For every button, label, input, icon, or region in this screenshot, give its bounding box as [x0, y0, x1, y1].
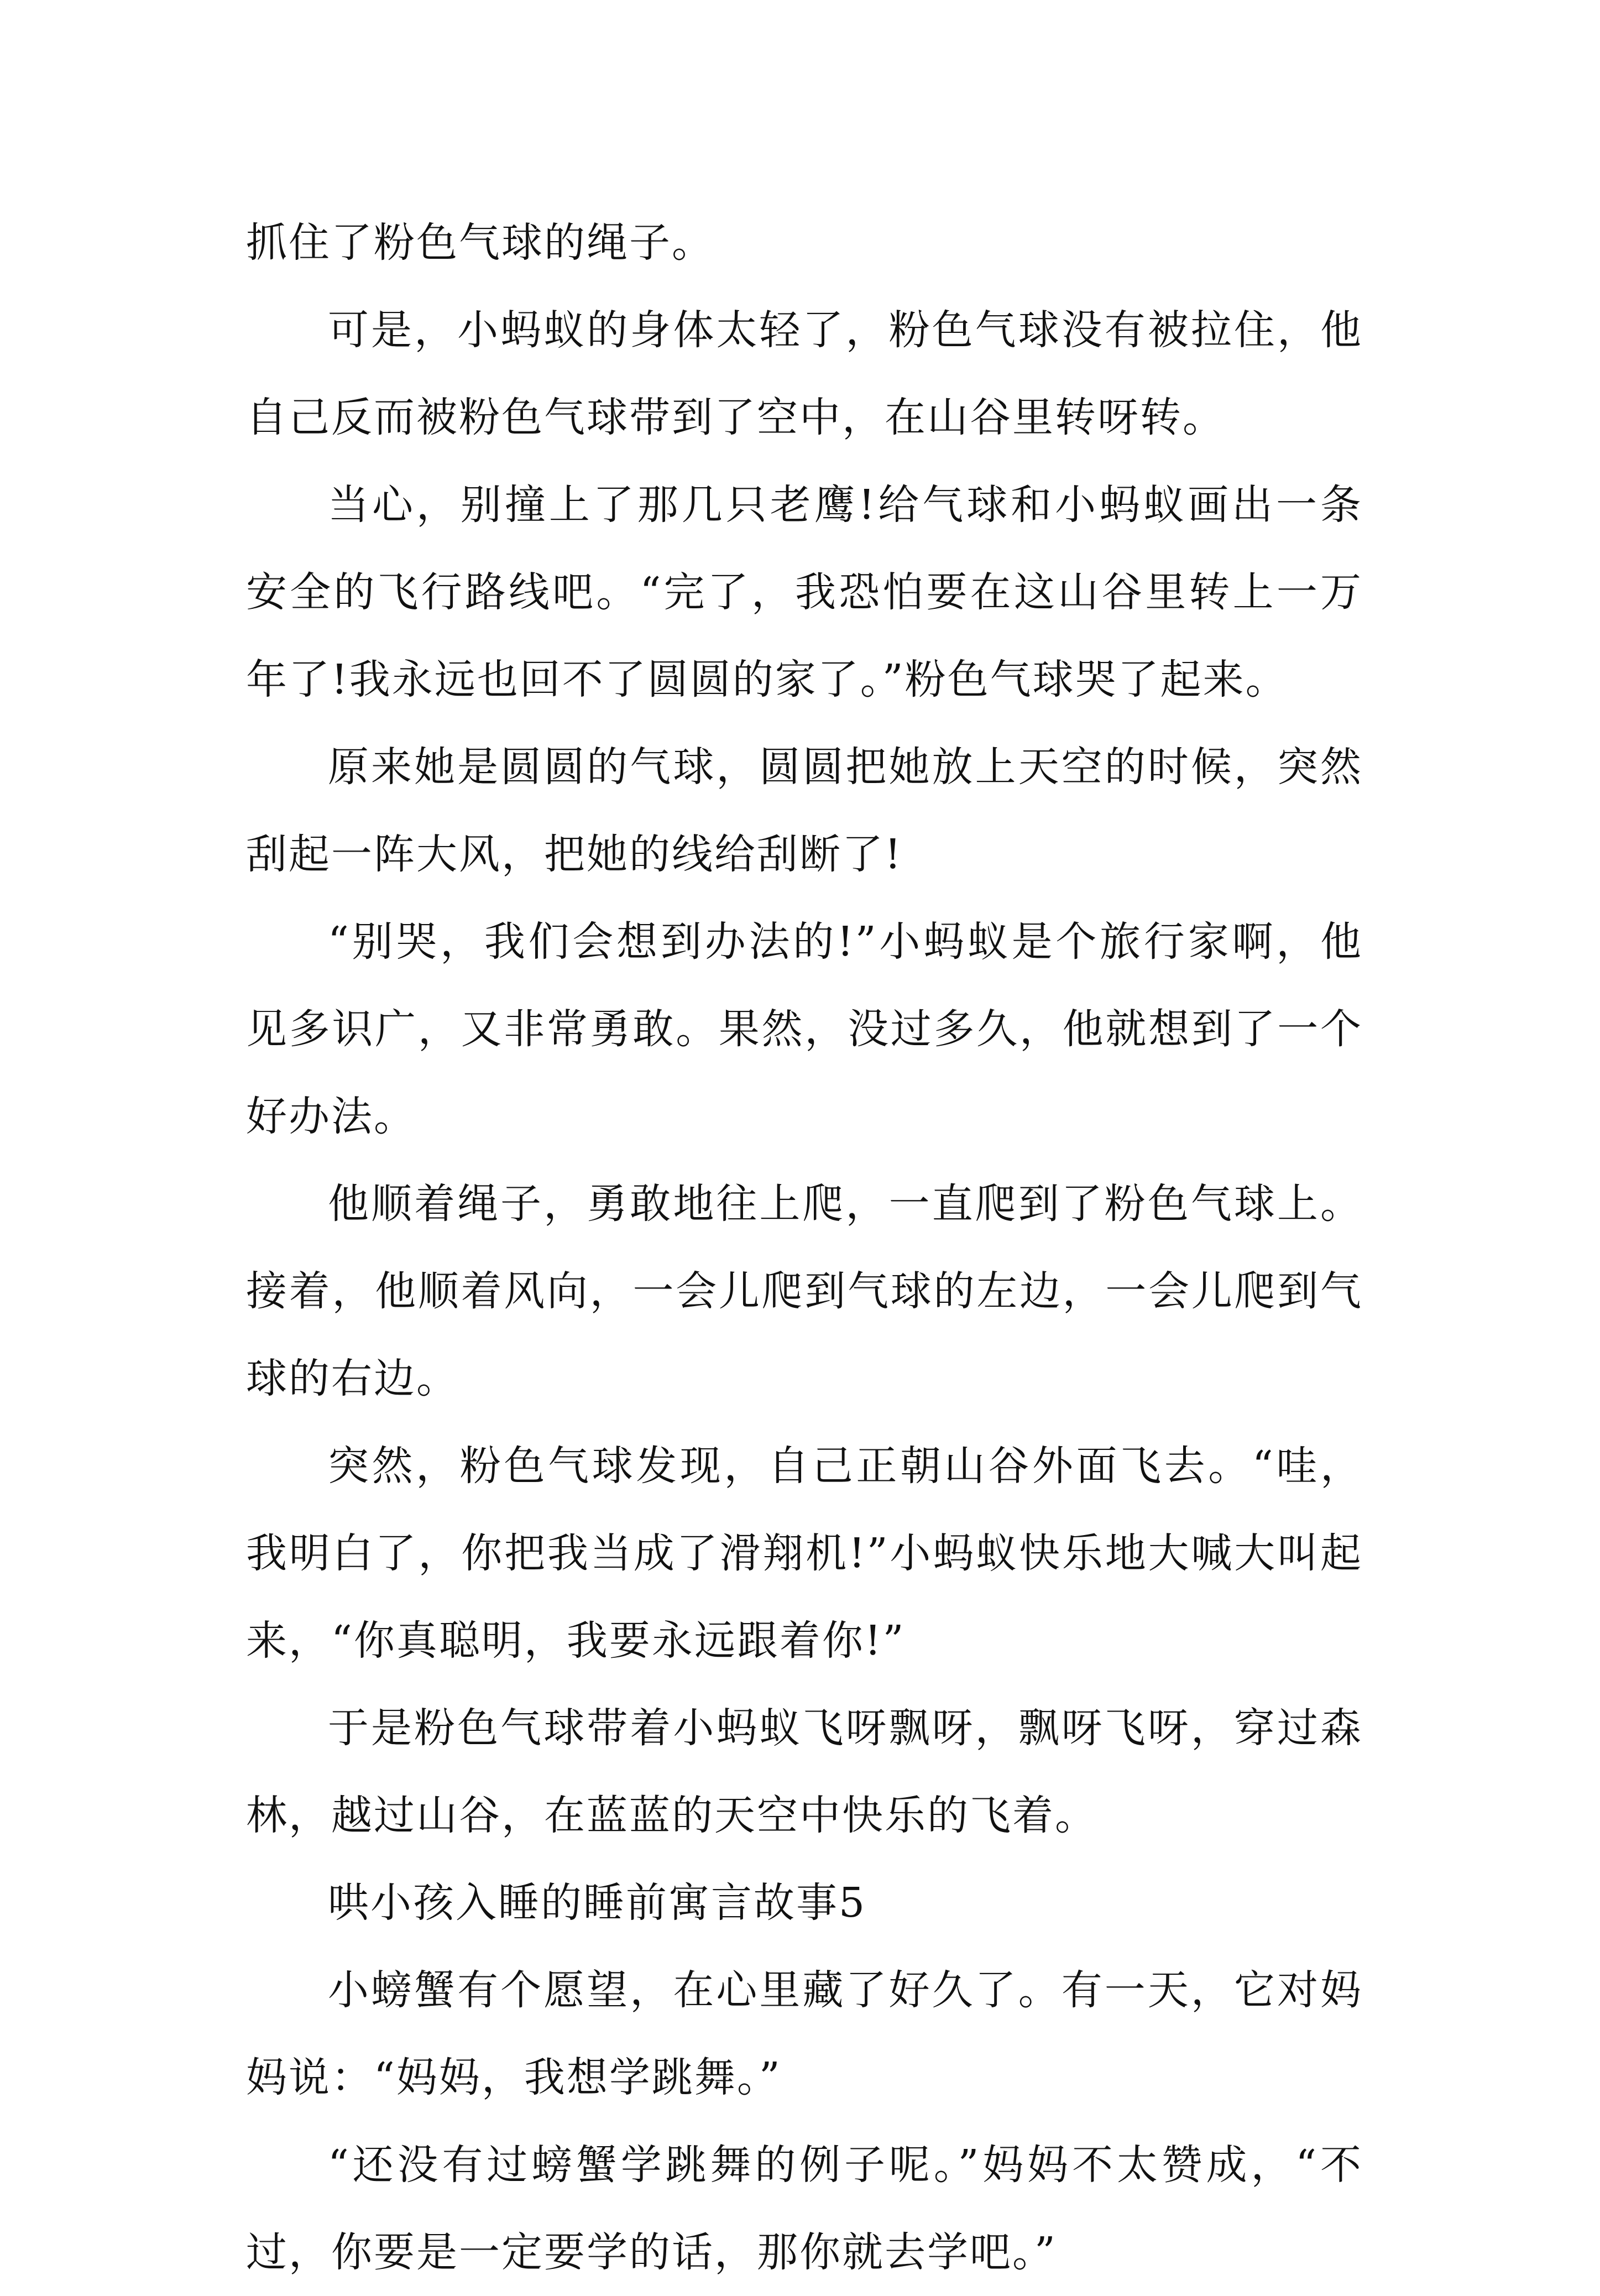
paragraph: “别哭，我们会想到办法的!”小蚂蚁是个旅行家啊，他见多识广，又非常勇敢。果然，没过多久，他就想到了一个好办法。 — [246, 918, 1363, 1140]
paragraph: “还没有过螃蟹学跳舞的例子呢。”妈妈不太赞成，“不过，你要是一定要学的话，那你就去学吧。” — [246, 2141, 1363, 2276]
document-body — [246, 199, 1363, 2296]
paragraph: 突然，粉色气球发现，自己正朝山谷外面飞去。“哇，我明白了，你把我当成了滑翔机!”小蚂蚁快乐地大喊大叫起来，“你真聪明，我要永远跟着你!” — [246, 1442, 1363, 1664]
paragraph: 小螃蟹有个愿望，在心里藏了好久了。有一天，它对妈妈说：“妈妈，我想学跳舞。” — [246, 1966, 1363, 2101]
paragraph: 原来她是圆圆的气球，圆圆把她放上天空的时候，突然刮起一阵大风，把她的线给刮断了! — [246, 743, 1363, 878]
section-title: 哄小孩入睡的睡前寓言故事5 — [328, 1879, 867, 1927]
paragraph: 当心，别撞上了那几只老鹰!给气球和小蚂蚁画出一条安全的飞行路线吧。“完了，我恐怕要在这山谷里转上一万年了!我永远也回不了圆圆的家了。”粉色气球哭了起来。 — [246, 481, 1363, 703]
paragraph: 他顺着绳子，勇敢地往上爬，一直爬到了粉色气球上。接着，他顺着风向，一会儿爬到气球的左边，一会儿爬到气球的右边。 — [246, 1180, 1363, 1402]
paragraph: 于是粉色气球带着小蚂蚁飞呀飘呀，飘呀飞呀，穿过森林，越过山谷，在蓝蓝的天空中快乐的飞着。 — [246, 1704, 1363, 1839]
paragraph: 可是，小蚂蚁的身体太轻了，粉色气球没有被拉住，他自己反而被粉色气球带到了空中，在山谷里转呀转。 — [246, 306, 1363, 441]
paragraph: 抓住了粉色气球的绳子。 — [246, 219, 714, 267]
